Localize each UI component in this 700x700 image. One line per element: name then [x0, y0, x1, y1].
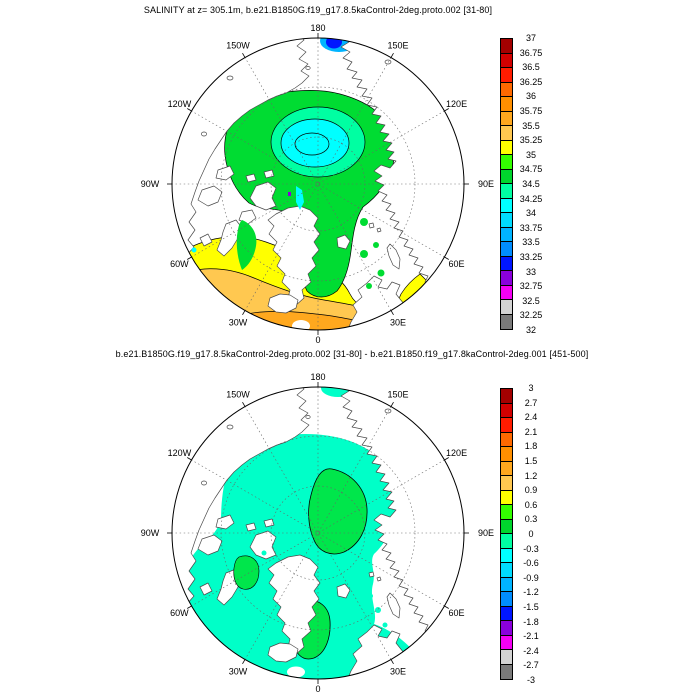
colorbar-cell	[501, 447, 512, 462]
colorbar-cell	[501, 39, 512, 54]
lon-label: 150W	[226, 389, 250, 400]
colorbar-label: 1.5	[524, 456, 538, 466]
colorbar-label: 33.75	[519, 222, 543, 233]
colorbar-cell	[501, 462, 512, 477]
polar-map-difference	[138, 363, 498, 700]
panel-title: SALINITY at z= 305.1m, b.e21.B1850G.f19_g17.8.5kaControl-2deg.proto.002 [31-80]	[143, 5, 493, 15]
colorbar-label: -0.6	[523, 558, 539, 569]
lon-tick	[243, 659, 246, 663]
lon-label: 30W	[228, 666, 248, 677]
colorbar-cell	[501, 126, 512, 141]
speck-barents-cyan-3	[369, 594, 373, 598]
colorbar-label: 2.1	[524, 426, 538, 437]
speck-barents-green-2	[373, 242, 379, 248]
lon-label: 30E	[389, 666, 407, 677]
colorbar-bar	[500, 388, 513, 680]
colorbar-label: 32.75	[519, 281, 543, 292]
lon-tick	[391, 310, 394, 314]
lon-label: 150W	[226, 40, 250, 51]
colorbar-cell	[501, 141, 512, 156]
speck-barents-green-1	[360, 250, 368, 258]
lon-label: 90W	[140, 179, 160, 189]
colorbar-cell	[501, 83, 512, 98]
colorbar-label: 33	[525, 266, 536, 277]
colorbar-cell	[501, 54, 512, 69]
speck-barents-green-4	[366, 283, 372, 289]
lon-label: 0	[315, 684, 321, 694]
colorbar-label: 34.25	[519, 193, 543, 204]
colorbar-cell	[501, 592, 512, 607]
colorbar-cell	[501, 389, 512, 404]
colorbar-cell	[501, 491, 512, 506]
colorbar-label: 1.8	[524, 441, 538, 452]
lon-tick	[391, 53, 394, 57]
colorbar-label: 35.25	[519, 135, 543, 146]
colorbar-cell	[501, 549, 512, 564]
colorbar-label: 0.6	[524, 499, 538, 510]
colorbar-label: -1.5	[523, 602, 539, 612]
lon-label: 60W	[170, 608, 189, 618]
lon-tick	[391, 659, 394, 663]
colorbar-label: 32	[525, 325, 536, 335]
field-bering-darkblue	[326, 36, 342, 49]
colorbar-cell	[501, 97, 512, 112]
colorbar-label: 34	[525, 208, 536, 219]
lon-label: 120E	[446, 448, 468, 458]
colorbar-cell	[501, 155, 512, 170]
lon-label: 0	[315, 335, 321, 345]
colorbar-cell	[501, 242, 512, 257]
lon-label: 90E	[477, 528, 495, 538]
colorbar-label: 35	[525, 149, 536, 160]
colorbar-label: -2.4	[523, 645, 539, 656]
lon-label: 90E	[477, 179, 495, 189]
colorbar-cell	[501, 112, 512, 127]
speck-purple	[288, 192, 291, 196]
polar-map-salinity	[138, 14, 498, 354]
colorbar-label: 33.25	[519, 252, 543, 262]
field-cyan-core	[281, 119, 349, 167]
field-white-patch-s-iceland	[292, 320, 310, 332]
lon-label: 60E	[448, 259, 465, 269]
lon-label: 120E	[446, 99, 468, 109]
colorbar-cell	[501, 534, 512, 549]
colorbar-cell	[501, 404, 512, 419]
colorbar-cell	[501, 636, 512, 651]
speck-hudson-cyan	[192, 248, 197, 253]
colorbar-label: 34.5	[522, 179, 540, 189]
speck-archipelago-cyan	[262, 551, 267, 556]
colorbar-difference	[500, 383, 560, 685]
lon-tick	[391, 402, 394, 406]
lon-label: 150E	[387, 389, 409, 400]
colorbar-cell	[501, 184, 512, 199]
colorbar-cell	[501, 563, 512, 578]
colorbar-label: -3	[526, 675, 535, 685]
colorbar-cell	[501, 271, 512, 286]
colorbar-cell	[501, 621, 512, 636]
lon-label: 30E	[389, 317, 407, 328]
lon-label: 90W	[140, 528, 160, 538]
lon-tick	[243, 402, 246, 406]
colorbar-cell	[501, 650, 512, 665]
colorbar-label: 0	[528, 529, 534, 539]
colorbar-cell	[501, 257, 512, 272]
colorbar-cell	[501, 476, 512, 491]
colorbar-label: 32.25	[519, 310, 543, 321]
speck-barents-green-3	[378, 270, 385, 277]
colorbar-label: 33.5	[522, 237, 540, 248]
colorbar-cell	[501, 315, 512, 330]
colorbar-label: 36.25	[519, 76, 543, 87]
colorbar-cell	[501, 228, 512, 243]
lon-tick	[243, 310, 246, 314]
colorbar-label: 0.3	[524, 514, 538, 525]
colorbar-label: -1.2	[523, 587, 539, 598]
colorbar-salinity	[500, 33, 560, 335]
colorbar-label: 36.75	[519, 47, 543, 58]
lon-label: 30W	[228, 317, 248, 328]
colorbar-label: -0.3	[523, 543, 539, 554]
lon-label: 150E	[387, 40, 409, 51]
colorbar-cell	[501, 68, 512, 83]
colorbar-label: 36	[525, 91, 536, 102]
colorbar-label: 3	[528, 383, 534, 393]
colorbar-label: -1.8	[523, 616, 539, 627]
colorbar-label: 0.9	[524, 485, 538, 496]
speck-barents-cyan-2	[383, 623, 388, 628]
lon-label: 180	[310, 23, 326, 33]
colorbar-cell	[501, 433, 512, 448]
panel-title: b.e21.B1850G.f19_g17.8.5kaControl-2deg.proto.002 [31-80] - b.e21.B1850.f19_g17.8kaControl-2deg.001 [451-500]	[115, 349, 589, 359]
colorbar-cell	[501, 170, 512, 185]
speck-barents-cyan-1	[375, 607, 381, 613]
lon-label: 60E	[448, 608, 465, 618]
colorbar-label: 35.75	[519, 106, 543, 116]
colorbar-cell	[501, 418, 512, 433]
colorbar-label: -0.9	[523, 572, 539, 583]
lon-label: 180	[310, 372, 326, 382]
colorbar-label: 34.75	[519, 164, 543, 175]
lon-tick	[243, 53, 246, 57]
colorbar-bar	[500, 38, 513, 330]
colorbar-cell	[501, 665, 512, 680]
colorbar-cell	[501, 578, 512, 593]
colorbar-label: 1.2	[524, 470, 538, 481]
colorbar-cell	[501, 505, 512, 520]
lon-label: 120W	[167, 448, 192, 458]
lon-label: 120W	[167, 99, 192, 109]
colorbar-label: -2.1	[523, 631, 539, 642]
lon-label: 60W	[170, 259, 189, 269]
colorbar-cell	[501, 213, 512, 228]
colorbar-label: 37	[525, 33, 536, 43]
colorbar-label: 2.7	[524, 397, 538, 408]
speck-barents-green-5	[360, 218, 368, 226]
colorbar-label: 36.5	[522, 62, 540, 73]
colorbar-cell	[501, 607, 512, 622]
colorbar-label: -2.7	[523, 660, 539, 671]
colorbar-label: 35.5	[522, 120, 540, 131]
colorbar-label: 2.4	[524, 412, 538, 423]
colorbar-cell	[501, 520, 512, 535]
speck-baffin-green	[234, 556, 259, 589]
colorbar-cell	[501, 300, 512, 315]
colorbar-cell	[501, 199, 512, 214]
colorbar-label: 32.5	[522, 295, 540, 306]
colorbar-cell	[501, 286, 512, 301]
